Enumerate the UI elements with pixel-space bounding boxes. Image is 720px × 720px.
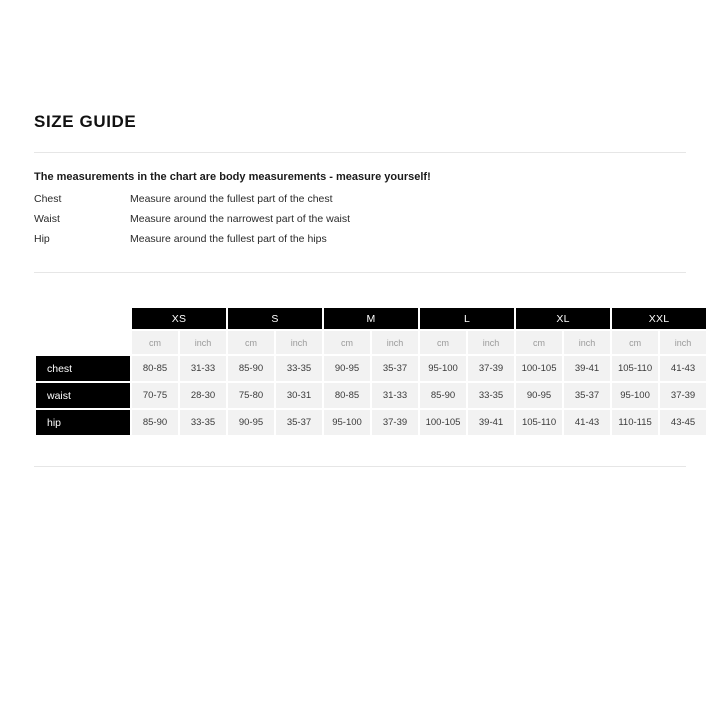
list-item [34, 193, 686, 213]
cell-value: 95-100 [420, 356, 466, 381]
measurement-description: Measure around the fullest part of the chest [130, 193, 333, 205]
cell-value: 80-85 [132, 356, 178, 381]
cell-value: 43-45 [660, 410, 706, 435]
cell-value: 33-35 [276, 356, 322, 381]
measurement-description: Measure around the fullest part of the hips [130, 233, 327, 245]
unit-cell-inch: inch [660, 331, 706, 354]
measurement-list [34, 193, 686, 253]
measurement-label: Chest [34, 193, 62, 205]
cell-value: 37-39 [372, 410, 418, 435]
table-row [36, 410, 706, 435]
row-label-hip: hip [36, 410, 130, 435]
list-item [34, 213, 686, 233]
unit-cell-inch: inch [468, 331, 514, 354]
measurement-description: Measure around the narrowest part of the waist [130, 213, 351, 225]
size-header-xs: XS [132, 308, 226, 329]
unit-cell-cm: cm [420, 331, 466, 354]
divider-bottom [34, 466, 686, 467]
cell-value: 100-105 [516, 356, 562, 381]
cell-value: 85-90 [420, 383, 466, 408]
cell-value: 41-43 [564, 410, 610, 435]
table-row [36, 356, 706, 381]
cell-value: 35-37 [372, 356, 418, 381]
unit-cell-cm: cm [612, 331, 658, 354]
corner-cell [36, 308, 130, 329]
cell-value: 90-95 [516, 383, 562, 408]
measurement-label: Waist [34, 213, 60, 225]
cell-value: 35-37 [276, 410, 322, 435]
cell-value: 90-95 [324, 356, 370, 381]
cell-value: 85-90 [132, 410, 178, 435]
cell-value: 41-43 [660, 356, 706, 381]
divider-top [34, 152, 686, 153]
table-row-sizes [36, 308, 706, 329]
cell-value: 90-95 [228, 410, 274, 435]
size-header-xxl: XXL [612, 308, 706, 329]
cell-value: 100-105 [420, 410, 466, 435]
unit-cell-cm: cm [324, 331, 370, 354]
table-row [36, 383, 706, 408]
cell-value: 35-37 [564, 383, 610, 408]
unit-cell-cm: cm [132, 331, 178, 354]
cell-value: 37-39 [660, 383, 706, 408]
row-label-waist: waist [36, 383, 130, 408]
list-item [34, 233, 686, 253]
cell-value: 105-110 [612, 356, 658, 381]
cell-value: 39-41 [564, 356, 610, 381]
cell-value: 33-35 [180, 410, 226, 435]
divider-middle [34, 272, 686, 273]
cell-value: 28-30 [180, 383, 226, 408]
cell-value: 80-85 [324, 383, 370, 408]
size-header-xl: XL [516, 308, 610, 329]
corner-cell [36, 331, 130, 354]
unit-cell-cm: cm [516, 331, 562, 354]
unit-cell-inch: inch [180, 331, 226, 354]
cell-value: 105-110 [516, 410, 562, 435]
cell-value: 75-80 [228, 383, 274, 408]
unit-cell-inch: inch [372, 331, 418, 354]
cell-value: 31-33 [372, 383, 418, 408]
table-row-units [36, 331, 706, 354]
intro-text: The measurements in the chart are body measurements - measure yourself! [34, 171, 431, 183]
unit-cell-inch: inch [564, 331, 610, 354]
cell-value: 37-39 [468, 356, 514, 381]
size-header-s: S [228, 308, 322, 329]
cell-value: 33-35 [468, 383, 514, 408]
cell-value: 95-100 [324, 410, 370, 435]
size-chart [34, 306, 696, 437]
cell-value: 110-115 [612, 410, 658, 435]
size-table [34, 306, 708, 437]
size-header-l: L [420, 308, 514, 329]
unit-cell-cm: cm [228, 331, 274, 354]
page-title: SIZE GUIDE [34, 112, 137, 131]
size-header-m: M [324, 308, 418, 329]
measurement-label: Hip [34, 233, 50, 245]
cell-value: 31-33 [180, 356, 226, 381]
cell-value: 39-41 [468, 410, 514, 435]
unit-cell-inch: inch [276, 331, 322, 354]
cell-value: 95-100 [612, 383, 658, 408]
cell-value: 85-90 [228, 356, 274, 381]
cell-value: 30-31 [276, 383, 322, 408]
cell-value: 70-75 [132, 383, 178, 408]
row-label-chest: chest [36, 356, 130, 381]
